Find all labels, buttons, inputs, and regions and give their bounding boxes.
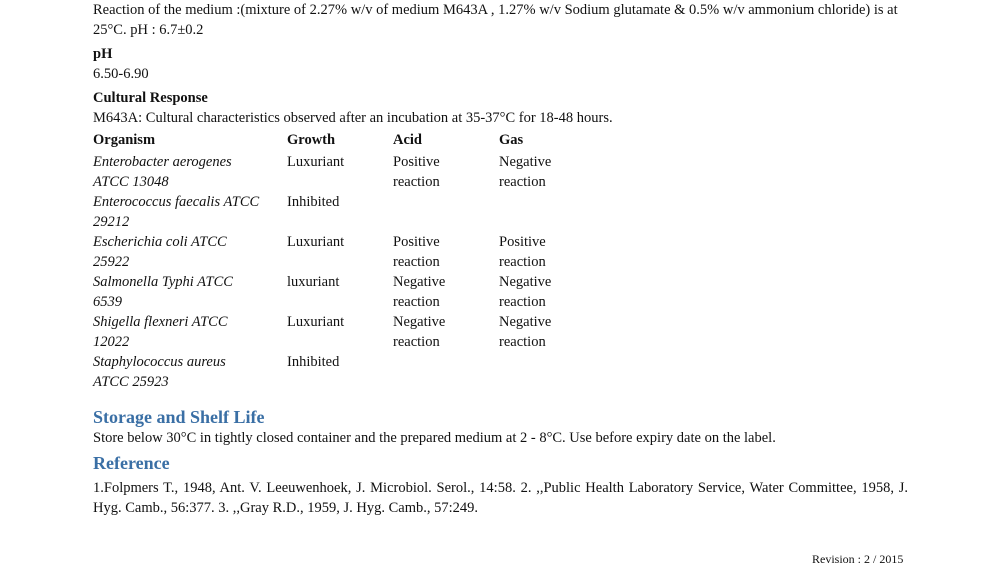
organism-cell (93, 192, 287, 232)
acid-result: Negative (393, 274, 446, 290)
table-row (93, 352, 605, 392)
cultural-response-table (93, 128, 605, 392)
acid-result-suffix: reaction (393, 254, 440, 270)
column-header-acid: Acid (393, 132, 422, 148)
gas-result-suffix: reaction (499, 334, 546, 350)
organism-strain: ATCC 25923 (93, 374, 169, 390)
organism-strain: 25922 (93, 254, 130, 270)
acid-cell (393, 232, 499, 272)
gas-cell (499, 352, 605, 392)
organism-name: Enterobacter aerogenes (93, 154, 232, 170)
acid-cell (393, 192, 499, 232)
gas-cell (499, 232, 605, 272)
table-row (93, 312, 605, 352)
organism-name: Escherichia coli ATCC (93, 234, 227, 250)
growth-cell: luxuriant (287, 274, 340, 290)
storage-text: Store below 30°C in tightly closed container and the prepared medium at 2 - 8°C. Use before expiry date on the label. (93, 430, 776, 446)
growth-cell: Luxuriant (287, 314, 345, 330)
gas-result: Negative (499, 154, 552, 170)
table-row (93, 192, 605, 232)
acid-result-suffix: reaction (393, 294, 440, 310)
acid-cell (393, 312, 499, 352)
storage-heading: Storage and Shelf Life (93, 407, 265, 427)
gas-cell (499, 272, 605, 312)
reaction-paragraph: Reaction of the medium :(mixture of 2.27% w/v of medium M643A , 1.27% w/v Sodium glutamate & 0.5% w/v ammonium chloride) is at 25°C. pH : 6.7±0.2 (93, 2, 898, 38)
organism-cell (93, 272, 287, 312)
organism-strain: 6539 (93, 294, 122, 310)
organism-cell (93, 312, 287, 352)
ph-heading: pH (93, 46, 113, 62)
table-header-row (93, 128, 605, 152)
acid-result-suffix: reaction (393, 334, 440, 350)
organism-name: Shigella flexneri ATCC (93, 314, 228, 330)
acid-cell (393, 352, 499, 392)
spacer (93, 392, 908, 406)
gas-result-suffix: reaction (499, 174, 546, 190)
gas-result: Negative (499, 274, 552, 290)
column-header-growth: Growth (287, 132, 336, 148)
organism-cell (93, 152, 287, 192)
acid-result-suffix: reaction (393, 174, 440, 190)
gas-result: Positive (499, 234, 546, 250)
acid-cell (393, 152, 499, 192)
organism-strain: 29212 (93, 214, 130, 230)
table-row (93, 232, 605, 272)
column-header-organism: Organism (93, 132, 156, 148)
gas-result: Negative (499, 314, 552, 330)
reference-heading: Reference (93, 453, 170, 473)
organism-strain: ATCC 13048 (93, 174, 169, 190)
organism-cell (93, 232, 287, 272)
table-row (93, 272, 605, 312)
gas-cell (499, 192, 605, 232)
organism-name: Enterococcus faecalis ATCC (93, 194, 260, 210)
growth-cell: Luxuriant (287, 234, 345, 250)
document-page (93, 0, 908, 518)
organism-strain: 12022 (93, 334, 130, 350)
growth-cell: Inhibited (287, 354, 340, 370)
ph-value: 6.50-6.90 (93, 66, 149, 82)
acid-result: Positive (393, 154, 440, 170)
growth-cell: Luxuriant (287, 154, 345, 170)
organism-name: Salmonella Typhi ATCC (93, 274, 233, 290)
cultural-response-description: M643A: Cultural characteristics observed after an incubation at 35-37°C for 18-48 hours. (93, 110, 613, 126)
gas-result-suffix: reaction (499, 254, 546, 270)
organism-cell (93, 352, 287, 392)
acid-cell (393, 272, 499, 312)
gas-result-suffix: reaction (499, 294, 546, 310)
column-header-gas: Gas (499, 132, 524, 148)
growth-cell: Inhibited (287, 194, 340, 210)
gas-cell (499, 152, 605, 192)
gas-cell (499, 312, 605, 352)
organism-name: Staphylococcus aureus (93, 354, 226, 370)
revision-footer: Revision : 2 / 2015 (812, 552, 904, 566)
reference-text: 1.Folpmers T., 1948, Ant. V. Leeuwenhoek, J. Microbiol. Serol., 14:58. 2. ,,Public Health Laboratory Service, Water Committee, 1958, J. Hyg. Camb., 56:377. 3. ,,Gray R.D., 1959, J. Hyg. Camb., 57:249. (93, 480, 908, 516)
acid-result: Positive (393, 234, 440, 250)
table-row (93, 152, 605, 192)
acid-result: Negative (393, 314, 446, 330)
cultural-response-heading: Cultural Response (93, 90, 208, 106)
